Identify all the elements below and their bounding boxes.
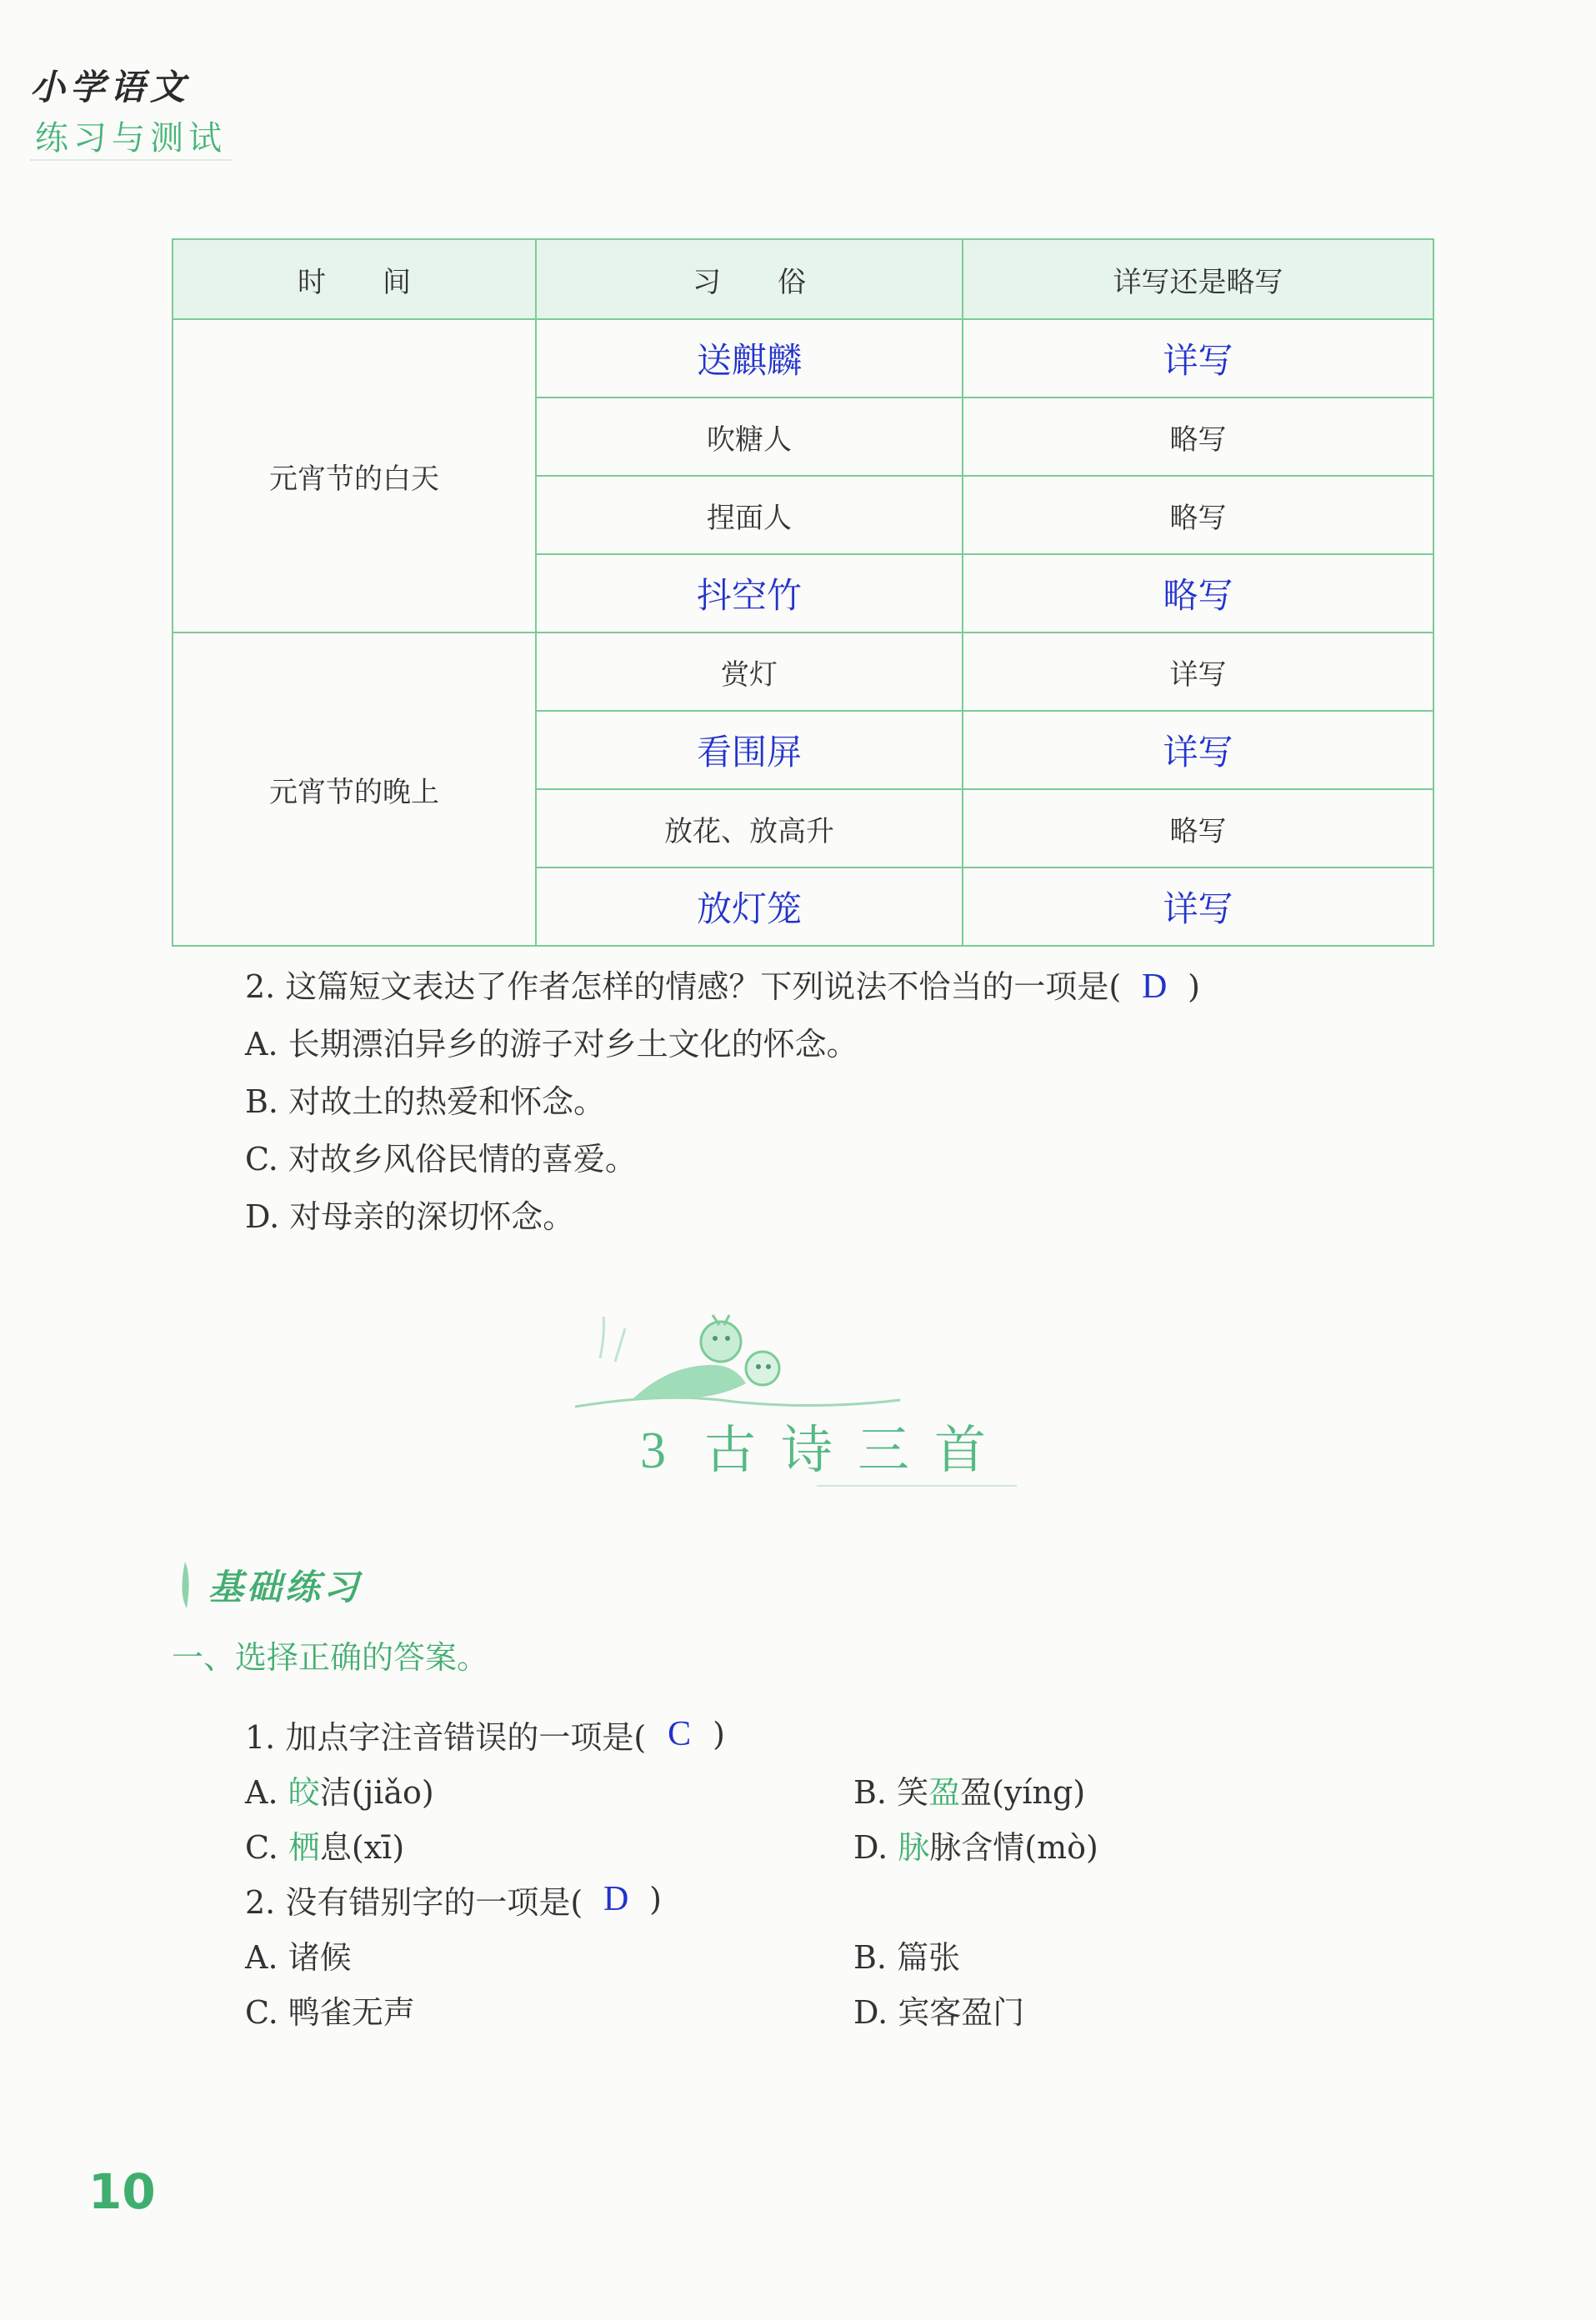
book-header	[30, 60, 232, 161]
q2-option-b: B. 篇张	[853, 1938, 961, 1976]
q1-answer: C	[668, 1715, 692, 1753]
question-text: 2. 这篇短文表达了作者怎样的情感？下列说法不恰当的一项是(	[245, 968, 1122, 1005]
custom-cell: 看围屏	[536, 711, 963, 789]
custom-cell: 放花、放高升	[536, 789, 963, 868]
dotted-char: 栖	[288, 1828, 320, 1866]
detail-cell: 详写	[963, 632, 1433, 711]
custom-cell: 抖空竹	[536, 554, 963, 632]
q1-options-row-2	[245, 1817, 1412, 1872]
time-cell-day: 元宵节的白天	[173, 319, 536, 632]
customs-table-container	[172, 238, 1433, 947]
question-2-block	[245, 958, 1200, 1246]
q1-stem	[245, 1707, 1412, 1762]
exercise-questions	[245, 1707, 1412, 2037]
option-text: 盈(yíng)	[960, 1773, 1086, 1811]
section-title-text: 基础练习	[208, 1567, 363, 1608]
table-row	[173, 319, 1433, 398]
lesson-number: 3	[640, 1422, 666, 1479]
answer-mark: D	[1142, 968, 1168, 1006]
table-header-row	[173, 239, 1433, 319]
q1-options-row-1	[245, 1762, 1412, 1817]
option-text: 脉含情(mò)	[929, 1828, 1098, 1866]
option-label: A.	[245, 1773, 288, 1811]
lesson-name: 古诗三首	[704, 1419, 1012, 1480]
q2-answer: D	[603, 1880, 629, 1918]
lesson-heading	[500, 1308, 1100, 1500]
detail-cell: 略写	[963, 554, 1433, 632]
header-time: 时 间	[173, 239, 536, 319]
dotted-char: 脉	[898, 1828, 930, 1866]
option-d: D. 对母亲的深切怀念。	[245, 1198, 575, 1235]
header-custom: 习 俗	[536, 239, 963, 319]
detail-cell: 略写	[963, 398, 1433, 476]
q2-options-row-2	[245, 1982, 1412, 2037]
title-underline	[817, 1485, 1017, 1487]
custom-cell: 赏灯	[536, 632, 963, 711]
customs-table	[172, 238, 1434, 947]
q2-option-d: D. 宾客盈门	[853, 1993, 1025, 2031]
q2-options-row-1	[245, 1927, 1412, 1982]
page-number: 10	[88, 2163, 156, 2220]
custom-cell: 送麒麟	[536, 319, 963, 398]
q2-text-end: )	[649, 1881, 662, 1918]
custom-cell: 放灯笼	[536, 868, 963, 946]
option-label: B. 笑	[853, 1773, 929, 1811]
custom-cell: 吹糖人	[536, 398, 963, 476]
q1-option-a	[245, 1767, 853, 1812]
header-detail: 详写还是略写	[963, 239, 1433, 319]
brand-title: 小学语文	[30, 67, 191, 108]
option-text: 息(xī)	[319, 1828, 405, 1866]
lesson-title	[640, 1408, 1011, 1482]
question-stem	[245, 958, 1200, 1016]
dotted-char: 皎	[288, 1773, 320, 1811]
detail-cell: 详写	[963, 319, 1433, 398]
section-title	[177, 1560, 362, 1610]
detail-cell: 详写	[963, 868, 1433, 946]
exercise-subtitle: 一、选择正确的答案。	[172, 1639, 489, 1676]
question-text-end: )	[1188, 968, 1200, 1005]
table-row	[173, 632, 1433, 711]
time-cell-evening: 元宵节的晚上	[173, 632, 536, 946]
option-label: C.	[245, 1828, 288, 1866]
caterpillar-illustration	[567, 1308, 917, 1417]
option-c: C. 对故乡风俗民情的喜爱。	[245, 1141, 637, 1178]
detail-cell: 略写	[963, 476, 1433, 554]
q1-text: 1. 加点字注音错误的一项是(	[245, 1718, 647, 1756]
q2-stem	[245, 1872, 1412, 1927]
q2-option-c: C. 鸭雀无声	[245, 1993, 415, 2031]
brand-subtitle: 练习与测试	[30, 112, 232, 161]
option-b: B. 对故土的热爱和怀念。	[245, 1083, 606, 1120]
option-text: 洁(jiǎo)	[319, 1773, 434, 1811]
option-a: A. 长期漂泊异乡的游子对乡土文化的怀念。	[245, 1026, 858, 1062]
detail-cell: 详写	[963, 711, 1433, 789]
q1-option-c	[245, 1822, 853, 1868]
q2-text: 2. 没有错别字的一项是(	[245, 1883, 583, 1921]
q1-option-d	[853, 1822, 1098, 1868]
q1-option-b	[853, 1767, 1085, 1812]
option-label: D.	[853, 1828, 898, 1866]
detail-cell: 略写	[963, 789, 1433, 868]
q1-text-end: )	[713, 1716, 725, 1752]
q2-option-a: A. 诸候	[245, 1938, 352, 1976]
leaf-icon	[177, 1560, 193, 1610]
dotted-char: 盈	[928, 1773, 961, 1811]
custom-cell: 捏面人	[536, 476, 963, 554]
section-heading	[177, 1560, 362, 1610]
